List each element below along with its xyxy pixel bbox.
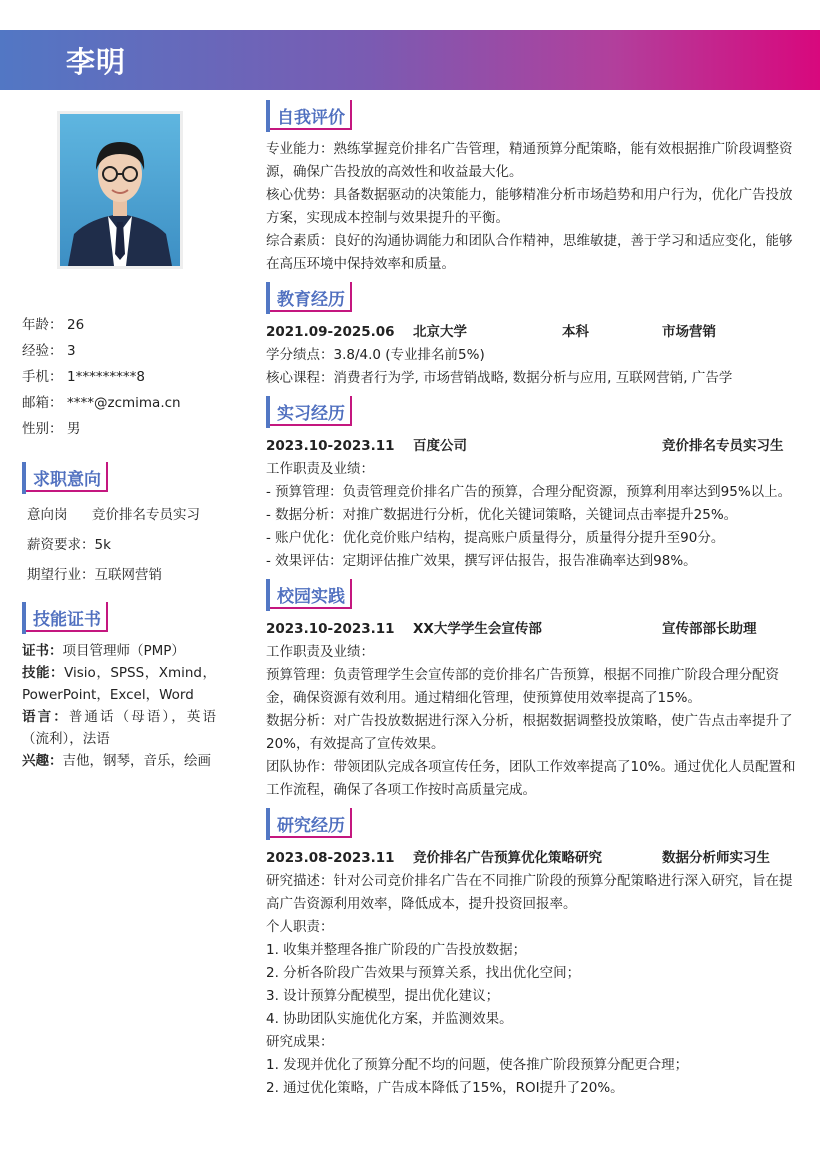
campus-header (266, 617, 796, 641)
section-title-campus: 校园实践 (266, 579, 352, 611)
research-header (266, 846, 796, 870)
section-education (266, 282, 796, 390)
campus-date: 2023.10-2023.11 (266, 621, 395, 637)
research-line: 研究成果： (266, 1034, 334, 1050)
internship-line: - 账户优化：优化竞价账户结构，提高账户质量得分，质量得分提升至90分。 (266, 530, 725, 546)
header-banner (0, 30, 820, 90)
section-title-self: 自我评价 (266, 100, 352, 132)
education-degree: 本科 (562, 324, 589, 340)
internship-header (266, 434, 796, 458)
education-line: 学分绩点：3.8/4.0 (专业排名前5%) (266, 347, 485, 363)
skill-languages: 语言：普通话（母语），英语（流利），法语 (22, 709, 216, 747)
info-phone: 手机： 1*********8 (22, 369, 145, 385)
research-line: 2. 通过优化策略，广告成本降低了15%，ROI提升了20%。 (266, 1080, 624, 1096)
section-campus (266, 579, 796, 802)
research-line: 2. 分析各阶段广告效果与预算关系，找出优化空间； (266, 965, 581, 981)
education-major: 市场营销 (662, 324, 716, 340)
info-experience: 经验： 3 (22, 343, 76, 359)
portrait-illustration (60, 114, 180, 266)
education-line: 核心课程：消费者行为学, 市场营销战略, 数据分析与应用, 互联网营销, 广告学 (266, 370, 733, 386)
skill-certificate: 证书：项目管理师（PMP） (22, 643, 185, 659)
research-role: 数据分析师实习生 (662, 850, 770, 866)
self-eval-item: 综合素质：良好的沟通协调能力和团队合作精神，思维敏捷，善于学习和适应变化，能够在高压环境中保持效率和质量。 (266, 233, 793, 272)
internship-line: 工作职责及业绩： (266, 461, 374, 477)
campus-line: 预算管理：负责管理学生会宣传部的竞价排名广告预算，根据不同推广阶段合理分配资金，确保资源有效利用。通过精细化管理，使预算使用效率提高了15%。 (266, 667, 779, 706)
research-line: 1. 发现并优化了预算分配不均的问题，使各推广阶段预算分配更合理； (266, 1057, 689, 1073)
campus-role: 宣传部部长助理 (662, 621, 757, 637)
info-gender: 性别： 男 (22, 421, 81, 437)
research-line: 1. 收集并整理各推广阶段的广告投放数据； (266, 942, 527, 958)
internship-line: - 数据分析：对推广数据进行分析，优化关键词策略，关键词点击率提升25%。 (266, 507, 738, 523)
campus-line: 团队协作：带领团队完成各项宣传任务，团队工作效率提高了10%。通过优化人员配置和工作流程，确保了各项工作按时高质量完成。 (266, 759, 796, 798)
skill-tools: 技能：Visio，SPSS，Xmind，PowerPoint，Excel，Word (22, 665, 217, 703)
research-org: 竞价排名广告预算优化策略研究 (413, 850, 602, 866)
internship-line: - 效果评估：定期评估推广效果，撰写评估报告，报告准确率达到98%。 (266, 553, 697, 569)
research-date: 2023.08-2023.11 (266, 850, 395, 866)
education-date: 2021.09-2025.06 (266, 324, 395, 340)
section-title-skills: 技能证书 (22, 602, 108, 634)
education-school: 北京大学 (413, 324, 467, 340)
self-eval-item: 核心优势：具备数据驱动的决策能力，能够精准分析市场趋势和用户行为，优化广告投放方案，实现成本控制与效果提升的平衡。 (266, 187, 793, 226)
section-title-education: 教育经历 (266, 282, 352, 314)
education-header (266, 320, 796, 344)
internship-org: 百度公司 (413, 438, 467, 454)
internship-line: - 预算管理：负责管理竞价排名广告的预算，合理分配资源，预算利用率达到95%以上。 (266, 484, 792, 500)
campus-line: 数据分析：对广告投放数据进行深入分析，根据数据调整投放策略，使广告点击率提升了20%，有效提高了宣传效果。 (266, 713, 793, 752)
skill-interests: 兴趣：吉他，钢琴，音乐，绘画 (22, 753, 211, 769)
research-line: 研究描述：针对公司竞价排名广告在不同推广阶段的预算分配策略进行深入研究，旨在提高广告资源利用效率，降低成本，提升投资回报率。 (266, 873, 793, 912)
skills-list (22, 640, 222, 772)
section-research (266, 808, 796, 1100)
profile-photo (57, 111, 183, 269)
self-eval-item: 专业能力：熟练掌握竞价排名广告管理，精通预算分配策略，能有效根据推广阶段调整资源，确保广告投放的高效性和收益最大化。 (266, 141, 793, 180)
section-internship (266, 396, 796, 573)
intent-industry: 期望行业：互联网营销 (27, 567, 162, 583)
info-age: 年龄： 26 (22, 317, 85, 333)
left-column (22, 312, 222, 772)
section-title-internship: 实习经历 (266, 396, 352, 428)
intent-salary: 薪资要求：5k (27, 537, 111, 553)
section-title-research: 研究经历 (266, 808, 352, 840)
section-self-evaluation (266, 100, 796, 276)
internship-role: 竞价排名专员实习生 (662, 438, 784, 454)
research-line: 个人职责： (266, 919, 334, 935)
section-title-intent: 求职意向 (22, 462, 108, 494)
research-line: 4. 协助团队实施优化方案，并监测效果。 (266, 1011, 513, 1027)
info-email: 邮箱： ****@zcmima.cn (22, 395, 181, 411)
research-line: 3. 设计预算分配模型，提出优化建议； (266, 988, 500, 1004)
personal-info (22, 312, 222, 442)
candidate-name: 李明 (66, 45, 127, 79)
internship-date: 2023.10-2023.11 (266, 438, 395, 454)
campus-org: XX大学学生会宣传部 (413, 621, 542, 637)
campus-line: 工作职责及业绩： (266, 644, 374, 660)
intent-position: 意向岗 竞价排名专员实习 (27, 507, 200, 523)
right-column (266, 100, 796, 1106)
